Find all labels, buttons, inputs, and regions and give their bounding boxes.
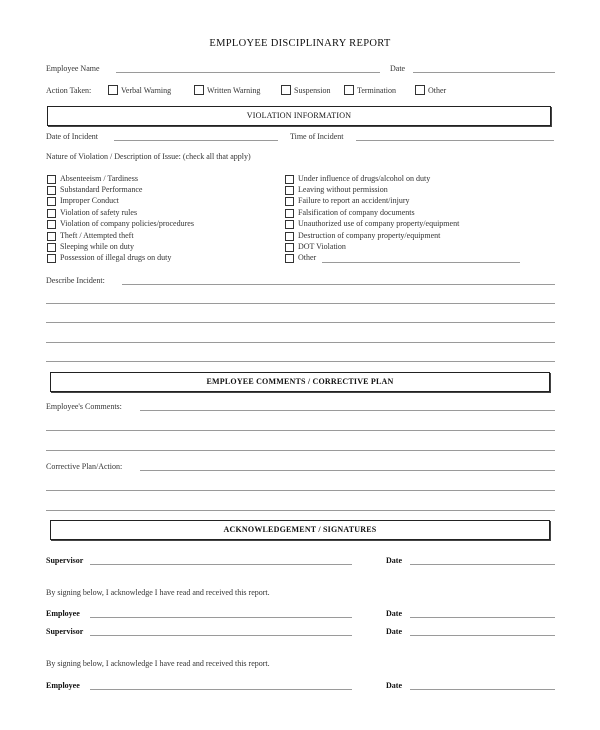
employee-date-field[interactable] <box>410 617 555 618</box>
violation-item: Other <box>298 253 317 262</box>
date-label: Date <box>386 681 402 690</box>
date-label: Date <box>390 64 406 73</box>
comments-section-title: EMPLOYEE COMMENTS / CORRECTIVE PLAN <box>206 377 394 386</box>
date-label: Date <box>386 609 402 618</box>
violation-checkbox[interactable] <box>47 243 56 252</box>
employee-label: Employee <box>46 609 80 618</box>
employee-label: Employee <box>46 681 80 690</box>
violation-item: Falsification of company documents <box>298 208 415 217</box>
supervisor-date-field[interactable] <box>410 564 555 565</box>
date-field[interactable] <box>413 72 555 73</box>
employee-comments-line[interactable] <box>140 410 555 411</box>
violation-section-title: VIOLATION INFORMATION <box>246 111 352 120</box>
violation-checkbox[interactable] <box>47 220 56 229</box>
action-other[interactable] <box>415 85 446 95</box>
violation-item: Improper Conduct <box>60 196 119 205</box>
violation-checkbox[interactable] <box>285 254 294 263</box>
violation-checkbox[interactable] <box>47 186 56 195</box>
checkbox[interactable] <box>344 85 354 95</box>
violation-item: Destruction of company property/equipment <box>298 231 441 240</box>
violation-checkbox[interactable] <box>285 186 294 195</box>
violation-item: Absenteeism / Tardiness <box>60 174 138 183</box>
date-of-incident-label: Date of Incident <box>46 132 98 141</box>
violation-checkbox[interactable] <box>285 175 294 184</box>
violation-checkbox[interactable] <box>47 232 56 241</box>
action-label: Other <box>428 85 447 95</box>
supervisor-signature-field[interactable] <box>90 635 352 636</box>
describe-incident-label: Describe Incident: <box>46 276 105 285</box>
violation-item: Substandard Performance <box>60 185 143 194</box>
violation-item: Violation of safety rules <box>60 208 138 217</box>
violation-section-header <box>47 106 551 126</box>
acknowledgement-statement: By signing below, I acknowledge I have read and received this report. <box>46 659 270 668</box>
employee-comments-label: Employee's Comments: <box>46 402 122 411</box>
action-label: Suspension <box>294 85 331 95</box>
checkbox[interactable] <box>194 85 204 95</box>
violation-checkbox[interactable] <box>47 197 56 206</box>
supervisor-label: Supervisor <box>46 556 84 565</box>
action-verbal-warning[interactable] <box>108 85 171 95</box>
violation-item: DOT Violation <box>298 242 346 251</box>
employee-date-field[interactable] <box>410 689 555 690</box>
employee-signature-field[interactable] <box>90 689 352 690</box>
date-label: Date <box>386 556 402 565</box>
action-suspension[interactable] <box>281 85 330 95</box>
checkbox[interactable] <box>415 85 425 95</box>
corrective-plan-label: Corrective Plan/Action: <box>46 462 123 471</box>
checkbox[interactable] <box>281 85 291 95</box>
describe-incident-line[interactable] <box>46 322 555 323</box>
supervisor-date-field[interactable] <box>410 635 555 636</box>
violation-item: Theft / Attempted theft <box>60 231 134 240</box>
corrective-plan-line[interactable] <box>140 470 555 471</box>
describe-incident-line[interactable] <box>46 342 555 343</box>
violation-item: Under influence of drugs/alcohol on duty <box>298 174 431 183</box>
form-title: EMPLOYEE DISCIPLINARY REPORT <box>209 38 391 49</box>
describe-incident-line[interactable] <box>122 284 555 285</box>
action-termination[interactable] <box>344 85 396 95</box>
violation-item: Failure to report an accident/injury <box>298 196 410 205</box>
corrective-plan-line[interactable] <box>46 490 555 491</box>
supervisor-label: Supervisor <box>46 627 84 636</box>
employee-name-label: Employee Name <box>46 64 100 73</box>
date-label: Date <box>386 627 402 636</box>
ack-section-header <box>50 520 550 540</box>
violation-checkbox[interactable] <box>285 197 294 206</box>
time-of-incident-label: Time of Incident <box>290 132 344 141</box>
violation-checkbox[interactable] <box>47 175 56 184</box>
violation-item: Sleeping while on duty <box>60 242 134 251</box>
nature-of-violation-label: Nature of Violation / Description of Issue: (check all that apply) <box>46 152 251 161</box>
employee-name-field[interactable] <box>116 72 380 73</box>
violation-checkbox[interactable] <box>285 209 294 218</box>
checkbox[interactable] <box>108 85 118 95</box>
action-label: Written Warning <box>207 85 261 95</box>
action-label: Termination <box>357 85 396 95</box>
violation-checkbox[interactable] <box>47 209 56 218</box>
corrective-plan-line[interactable] <box>46 510 555 511</box>
action-written-warning[interactable] <box>194 85 260 95</box>
violation-item: Violation of company policies/procedures <box>60 219 194 228</box>
violation-checkbox[interactable] <box>285 232 294 241</box>
describe-incident-line[interactable] <box>46 303 555 304</box>
violation-checkbox[interactable] <box>285 243 294 252</box>
other-violation-field[interactable] <box>322 262 520 263</box>
violation-item: Unauthorized use of company property/equipment <box>298 219 460 228</box>
violation-item: Leaving without permission <box>298 185 388 194</box>
describe-incident-line[interactable] <box>46 361 555 362</box>
comments-section-header <box>50 372 550 392</box>
employee-comments-line[interactable] <box>46 450 555 451</box>
ack-section-title: ACKNOWLEDGEMENT / SIGNATURES <box>223 525 377 534</box>
action-taken-label: Action Taken: <box>46 86 92 95</box>
acknowledgement-statement: By signing below, I acknowledge I have read and received this report. <box>46 588 270 597</box>
action-label: Verbal Warning <box>121 85 172 95</box>
employee-comments-line[interactable] <box>46 430 555 431</box>
time-of-incident-field[interactable] <box>356 140 554 141</box>
employee-signature-field[interactable] <box>90 617 352 618</box>
violation-checkbox[interactable] <box>285 220 294 229</box>
date-of-incident-field[interactable] <box>114 140 278 141</box>
violation-item: Possession of illegal drugs on duty <box>60 253 172 262</box>
violation-checkbox[interactable] <box>47 254 56 263</box>
supervisor-signature-field[interactable] <box>90 564 352 565</box>
